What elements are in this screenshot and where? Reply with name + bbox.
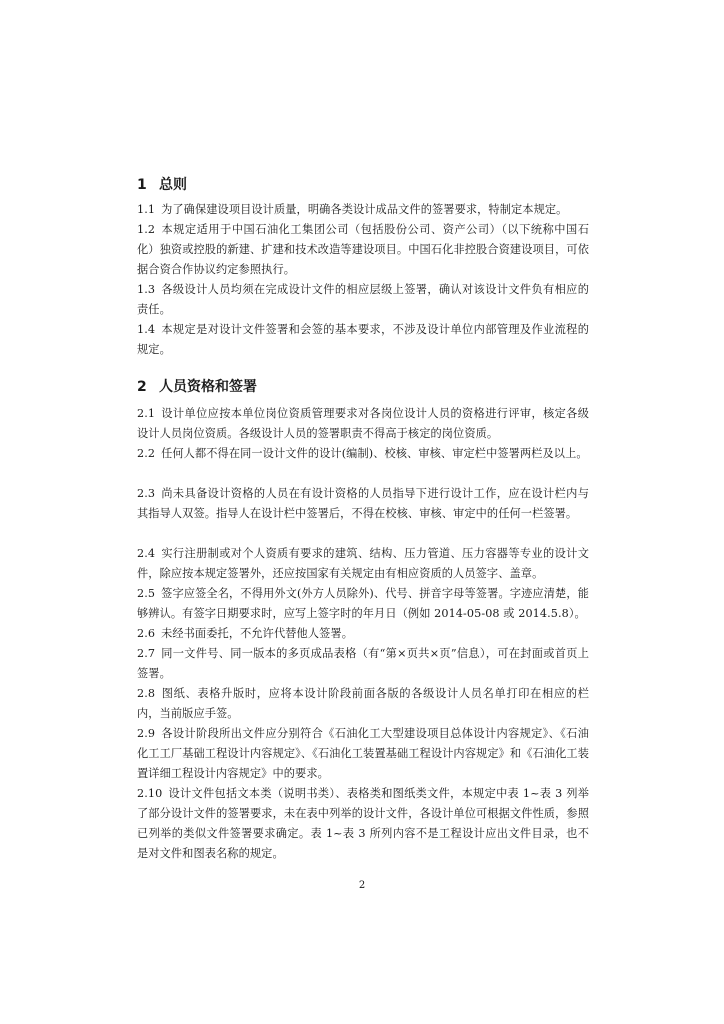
paragraph-text: 实行注册制或对个人资质有要求的建筑、结构、压力管道、压力容器等专业的设计文件，除应按本规定签署外，还应按国家有关规定由有相应资质的人员签字、盖章。 xyxy=(137,547,589,580)
section-title: 人员资格和签署 xyxy=(159,379,257,395)
paragraph-2-5 xyxy=(137,584,589,624)
paragraph-number: 2.8 xyxy=(137,687,156,700)
paragraph-number: 2.3 xyxy=(137,487,156,500)
paragraph-2-10 xyxy=(137,784,589,864)
paragraph-1-4 xyxy=(137,320,589,360)
paragraph-number: 1.3 xyxy=(137,283,156,296)
paragraph-number: 2.6 xyxy=(137,627,156,640)
paragraph-text: 本规定是对设计文件签署和会签的基本要求，不涉及设计单位内部管理及作业流程的规定。 xyxy=(137,323,589,356)
section-heading-1 xyxy=(137,176,187,194)
paragraph-2-6 xyxy=(137,624,589,644)
paragraph-number: 1.1 xyxy=(137,203,156,216)
paragraph-number: 2.1 xyxy=(137,407,156,420)
paragraph-text: 同一文件号、同一版本的多页成品表格（有“第×页共×页”信息），可在封面或首页上签署。 xyxy=(137,647,589,680)
paragraph-number: 2.10 xyxy=(137,787,163,800)
paragraph-number: 1.4 xyxy=(137,323,156,336)
paragraph-text: 各设计阶段所出文件应分别符合《石油化工大型建设项目总体设计内容规定》、《石油化工工厂基础工程设计内容规定》、《石油化工装置基础工程设计内容规定》和《石油化工装置详细工程设计内容规定》中的要求。 xyxy=(137,727,589,780)
paragraph-number: 2.9 xyxy=(137,727,156,740)
paragraph-2-2 xyxy=(137,444,589,464)
paragraph-text: 签字应签全名，不得用外文(外方人员除外)、代号、拼音字母等签署。字迹应清楚，能够辨认。有签字日期要求时，应写上签字时的年月日（例如 2014-05-08 或 2014.5.8）。 xyxy=(137,587,589,620)
paragraph-number: 2.2 xyxy=(137,447,156,460)
section-number: 2 xyxy=(137,379,147,395)
section-title: 总则 xyxy=(159,177,187,193)
paragraph-2-8 xyxy=(137,684,589,724)
paragraph-number: 2.4 xyxy=(137,547,156,560)
section-number: 1 xyxy=(137,177,147,193)
page-number: 2 xyxy=(358,880,366,891)
paragraph-text: 各级设计人员均须在完成设计文件的相应层级上签署，确认对该设计文件负有相应的责任。 xyxy=(137,283,589,316)
paragraph-number: 2.5 xyxy=(137,587,156,600)
paragraph-2-7 xyxy=(137,644,589,684)
paragraph-text: 未经书面委托，不允许代替他人签署。 xyxy=(161,627,353,640)
paragraph-1-3 xyxy=(137,280,589,320)
paragraph-text: 尚未具备设计资格的人员在有设计资格的人员指导下进行设计工作，应在设计栏内与其指导人双签。指导人在设计栏中签署后，不得在校核、审核、审定中的任何一栏签署。 xyxy=(137,487,589,520)
paragraph-text: 设计文件包括文本类（说明书类）、表格类和图纸类文件，本规定中表 1~表 3 列举了部分设计文件的签署要求，未在表中列举的设计文件，各设计单位可根据文件性质，参照已列举的类似文件签署要求确定。表 1~表 3 所列内容不是工程设计应出文件目录，也不是对文件和图表名称的规定。 xyxy=(137,787,589,860)
paragraph-2-3 xyxy=(137,484,589,524)
paragraph-number: 1.2 xyxy=(137,223,156,236)
section-heading-2 xyxy=(137,378,257,396)
paragraph-text: 图纸、表格升版时，应将本设计阶段前面各版的各级设计人员名单打印在相应的栏内，当前版应手签。 xyxy=(137,687,589,720)
paragraph-text: 为了确保建设项目设计质量，明确各类设计成品文件的签署要求，特制定本规定。 xyxy=(161,203,568,216)
paragraph-number: 2.7 xyxy=(137,647,156,660)
paragraph-2-9 xyxy=(137,724,589,784)
paragraph-2-4 xyxy=(137,544,589,584)
paragraph-text: 任何人都不得在同一设计文件的设计(编制)、校核、审核、审定栏中签署两栏及以上。 xyxy=(161,447,588,460)
paragraph-2-1 xyxy=(137,404,589,444)
paragraph-1-2 xyxy=(137,220,589,280)
paragraph-text: 设计单位应按本单位岗位资质管理要求对各岗位设计人员的资格进行评审，核定各级设计人员岗位资质。各级设计人员的签署职责不得高于核定的岗位资质。 xyxy=(137,407,589,440)
paragraph-1-1 xyxy=(137,200,589,220)
paragraph-text: 本规定适用于中国石油化工集团公司（包括股份公司、资产公司）（以下统称中国石化）独资或控股的新建、扩建和技术改造等建设项目。中国石化非控股合资建设项目，可依据合资合作协议约定参照执行。 xyxy=(137,223,589,276)
